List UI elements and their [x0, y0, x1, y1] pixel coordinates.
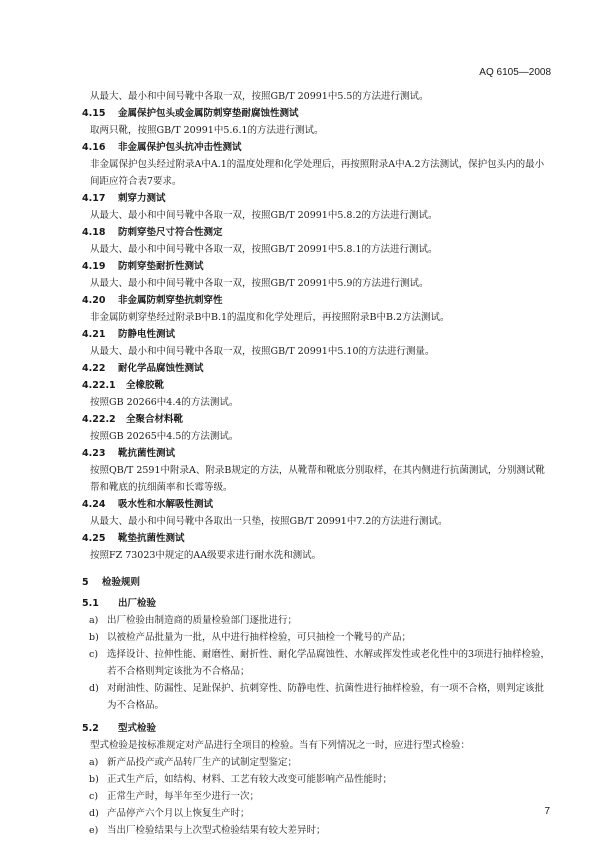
list-marker: c): [89, 649, 99, 660]
list-marker: a): [89, 757, 99, 768]
section-heading: [82, 292, 552, 309]
list-text: 以被检产品批量为一批，从中进行抽样检验，可只抽检一个靴号的产品；: [107, 632, 412, 643]
section-block: [82, 445, 552, 496]
list-text: 产品停产六个月以上恢复生产时；: [107, 808, 250, 819]
section-block: [82, 105, 552, 139]
section-title: 防刺穿垫尺寸符合性测定: [118, 227, 223, 238]
section-number: 4.17: [82, 193, 106, 204]
list-text: 当出厂检验结果与上次型式检验结果有较大差异时；: [107, 825, 326, 836]
section-title: 金属保护包头或金属防刺穿垫耐腐蚀性测试: [118, 108, 299, 119]
list-item: [82, 612, 552, 629]
section-heading: [82, 445, 552, 462]
section-heading: [82, 530, 552, 547]
section-body: 按照QB/T 2591中附录A、附录B规定的方法，从靴帮和靴底分别取样，在其内侧进行抗菌测试，分别测试靴帮和靴底的抗细菌率和长霉等级。: [90, 465, 545, 493]
section-number: 4.22: [82, 363, 106, 374]
section-heading: [82, 326, 552, 343]
section-title: 出厂检验: [118, 598, 157, 609]
chapter-title: 检验规则: [102, 577, 141, 588]
chapter-5-heading: [82, 574, 552, 591]
list-text: 正常生产时，每半年至少进行一次；: [107, 791, 260, 802]
section-block: [82, 530, 552, 564]
list-text: 出厂检验由制造商的质量检验部门逐批进行；: [107, 615, 298, 626]
section-body: 取两只靴，按照GB/T 20991中5.6.1的方法进行测试。: [90, 125, 324, 136]
section-block: [82, 411, 552, 445]
list-text: 对耐油性、防漏性、足趾保护、抗刺穿性、防静电性、抗菌性进行抽样检验，有一项不合格，则判定该批为不合格品。: [107, 683, 545, 711]
chapter-number: 5: [82, 577, 89, 588]
section-number: 4.16: [82, 142, 106, 153]
list-marker: b): [89, 632, 99, 643]
list-item: [82, 788, 552, 805]
list-item: [82, 771, 552, 788]
section-title: 非金属保护包头抗冲击性测试: [118, 142, 242, 153]
list-item: [82, 680, 552, 714]
section-number: 4.23: [82, 448, 106, 459]
list-text: 新产品投产或产品转厂生产的试制定型鉴定；: [107, 757, 298, 768]
section-heading: [82, 190, 552, 207]
list-marker: b): [89, 774, 99, 785]
list-marker: a): [89, 615, 99, 626]
list-marker: c): [89, 791, 99, 802]
section-block: [82, 292, 552, 326]
intro-paragraph: 从最大、最小和中间号靴中各取一双，按照GB/T 20991中5.5的方法进行测试。: [90, 91, 429, 102]
section-heading: [82, 258, 552, 275]
section-block: [82, 377, 552, 411]
section-heading: [82, 139, 552, 156]
section-block: [82, 224, 552, 258]
section-body: 按照FZ 73023中规定的AA级要求进行耐水洗和测试。: [90, 550, 322, 561]
section-block: [82, 326, 552, 360]
section-number: 4.19: [82, 261, 106, 272]
section-heading: [82, 360, 552, 377]
section-heading: [82, 496, 552, 513]
section-body: 从最大、最小和中间号靴中各取一双，按照GB/T 20991中5.10的方法进行测量。: [90, 346, 435, 357]
list-marker: d): [89, 808, 99, 819]
section-body: 按照GB 20266中4.4的方法测试。: [90, 397, 239, 408]
section-number: 4.15: [82, 108, 106, 119]
document-body: [82, 88, 552, 839]
section-title: 吸水性和水解吸性测试: [118, 499, 214, 510]
list-item: [82, 805, 552, 822]
section-title: 靴垫抗菌性测试: [118, 533, 185, 544]
section-heading: [82, 105, 552, 122]
section-number: 4.20: [82, 295, 106, 306]
section-5-1-list: [82, 612, 552, 714]
section-number: 4.21: [82, 329, 106, 340]
section-5-2-list: [82, 754, 552, 839]
section-5-1-heading: [82, 595, 552, 612]
section-title: 全橡胶靴: [126, 380, 165, 391]
section-title: 非金属防刺穿垫抗刺穿性: [118, 295, 223, 306]
section-heading: [82, 411, 552, 428]
section-5-2-heading: [82, 720, 552, 737]
section-body: 从最大、最小和中间号靴中各取一双，按照GB/T 20991中5.9的方法进行测试。: [90, 278, 429, 289]
list-item: [82, 822, 552, 839]
list-item: [82, 629, 552, 646]
section-number: 4.25: [82, 533, 106, 544]
section-block: [82, 360, 552, 377]
section-title: 防静电性测试: [118, 329, 176, 340]
list-text: 正式生产后，如结构、材料、工艺有较大改变可能影响产品性能时；: [107, 774, 393, 785]
section-title: 刺穿力测试: [118, 193, 166, 204]
section-title: 全聚合材料靴: [126, 414, 184, 425]
section-title: 防刺穿垫耐折性测试: [118, 261, 204, 272]
section-title: 靴抗菌性测试: [118, 448, 176, 459]
list-marker: d): [89, 683, 99, 694]
section-body: 从最大、最小和中间号靴中各取一双，按照GB/T 20991中5.8.1的方法进行测试。: [90, 244, 438, 255]
section-body: 非金属保护包头经过附录A中A.1的温度处理和化学处理后，再按照附录A中A.2方法测试，保护包头内的最小间距应符合表7要求。: [90, 159, 545, 187]
section-number: 5.2: [82, 723, 99, 734]
section-number: 4.22.1: [82, 380, 116, 391]
list-item: [82, 646, 552, 680]
section-block: [82, 139, 552, 190]
section-5-2-intro: 型式检验是按标准规定对产品进行全项目的检验。当有下列情况之一时，应进行型式检验：: [90, 740, 471, 751]
section-title: 耐化学品腐蚀性测试: [118, 363, 204, 374]
section-number: 4.18: [82, 227, 106, 238]
section-block: [82, 258, 552, 292]
section-body: 按照GB 20265中4.5的方法测试。: [90, 431, 239, 442]
section-block: [82, 190, 552, 224]
section-number: 4.24: [82, 499, 106, 510]
list-text: 选择设计、拉伸性能、耐磨性、耐折性、耐化学品腐蚀性、水解或挥发性或老化性中的3项进行抽样检验，若不合格则判定该批为不合格品；: [107, 649, 551, 677]
list-item: [82, 754, 552, 771]
section-body: 从最大、最小和中间号靴中各取一双，按照GB/T 20991中5.8.2的方法进行测试。: [90, 210, 438, 221]
section-body: 从最大、最小和中间号靴中各取出一只垫，按照GB/T 20991中7.2的方法进行测试。: [90, 516, 448, 527]
section-title: 型式检验: [118, 723, 157, 734]
section-number: 4.22.2: [82, 414, 116, 425]
page-number: 7: [544, 806, 550, 817]
section-heading: [82, 377, 552, 394]
section-list: [82, 105, 552, 564]
section-heading: [82, 224, 552, 241]
section-block: [82, 496, 552, 530]
page-header-standard-code: AQ 6105—2008: [479, 67, 551, 78]
section-number: 5.1: [82, 598, 99, 609]
list-marker: e): [89, 825, 99, 836]
section-body: 非金属防刺穿垫经过附录B中B.1的温度和化学处理后，再按照附录B中B.2方法测试。: [90, 312, 450, 323]
